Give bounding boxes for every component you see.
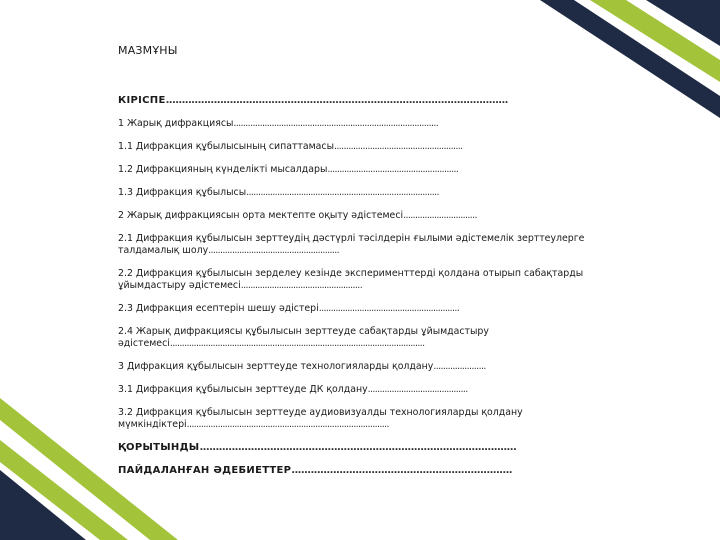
toc-entry-text: 2.2 Дифракция құбылысын зерделеу кезінде эксперименттерді қолдана отырып сабақтарды ұйымдастыру әдістемесі [118, 268, 584, 291]
toc-leader-dots: ........................................................................................................... [169, 338, 425, 349]
toc-leader-dots: ...................................................................................... [233, 118, 439, 129]
toc-entry [118, 465, 638, 477]
toc-entry-text: ҚОРЫТЫНДЫ [118, 442, 200, 453]
toc-entry-text: 2 Жарық дифракциясын орта мектепте оқыту әдістемесі [118, 210, 404, 221]
toc-entry [118, 326, 638, 350]
toc-leader-dots: ............................... [403, 210, 477, 221]
toc-leader-dots: ..................................................................................... [186, 419, 389, 430]
toc-leader-dots: ........................................................... [318, 303, 460, 314]
toc-entry-text: 1.2 Дифракцияның күнделікті мысалдары [118, 164, 328, 175]
toc-entry-text: 3 Дифракция құбылысын зерттеуде технологияларды қолдану [118, 361, 434, 372]
toc-entry-text: 2.1 Дифракция құбылысын зерттеудің дәстүрлі тәсілдерін ғылыми әдістемелік зерттеулерге талдамалық шолу [118, 233, 585, 256]
toc-entry [118, 164, 638, 176]
toc-leader-dots: ........................................................................................................... [165, 95, 508, 106]
toc-leader-dots: ................................................... [240, 280, 363, 291]
toc-leader-dots: ................................................................................................... [199, 442, 517, 453]
toc-entry [118, 233, 638, 257]
toc-leader-dots: ..................................................................... [291, 465, 512, 476]
toc-entry [118, 210, 638, 222]
toc-entry [118, 303, 638, 315]
toc-entry-text: 3.2 Дифракция құбылысын зерттеуде аудиовизуалды технологияларды қолдану мүмкіндіктері [118, 407, 523, 430]
toc-entry-text: 1 Жарық дифракциясы [118, 118, 234, 129]
toc-entry [118, 118, 638, 130]
toc-entry-text: 1.1 Дифракция құбылысының сипаттамасы [118, 141, 334, 152]
toc-leader-dots: .......................................... [367, 384, 468, 395]
toc-entry-text: КІРІСПЕ [118, 95, 166, 106]
toc-entry [118, 361, 638, 373]
toc-entry [118, 384, 638, 396]
toc-leader-dots: ................................................................................. [246, 187, 439, 198]
toc-entry-text: 2.4 Жарық дифракциясы құбылысын зерттеуде сабақтарды ұйымдастыру әдістемесі [118, 326, 489, 349]
toc-entry [118, 95, 638, 107]
toc-entry [118, 268, 638, 292]
table-of-contents [118, 95, 638, 488]
toc-leader-dots: ...................... [433, 361, 486, 372]
toc-entry-text: 2.3 Дифракция есептерін шешу әдістері [118, 303, 319, 314]
toc-leader-dots: ...................................................... [334, 141, 463, 152]
toc-entry [118, 141, 638, 153]
toc-leader-dots: ....................................................... [327, 164, 459, 175]
toc-entry [118, 442, 638, 454]
toc-entry [118, 407, 638, 431]
toc-entry-text: 3.1 Дифракция құбылысын зерттеуде ДК қолдану [118, 384, 368, 395]
toc-entry-text: 1.3 Дифракция құбылысы [118, 187, 247, 198]
page-title: МАЗМҰНЫ [118, 44, 178, 57]
toc-entry-text: ПАЙДАЛАНҒАН ӘДЕБИЕТТЕР [118, 465, 292, 476]
toc-entry [118, 187, 638, 199]
toc-leader-dots: ....................................................... [208, 245, 340, 256]
